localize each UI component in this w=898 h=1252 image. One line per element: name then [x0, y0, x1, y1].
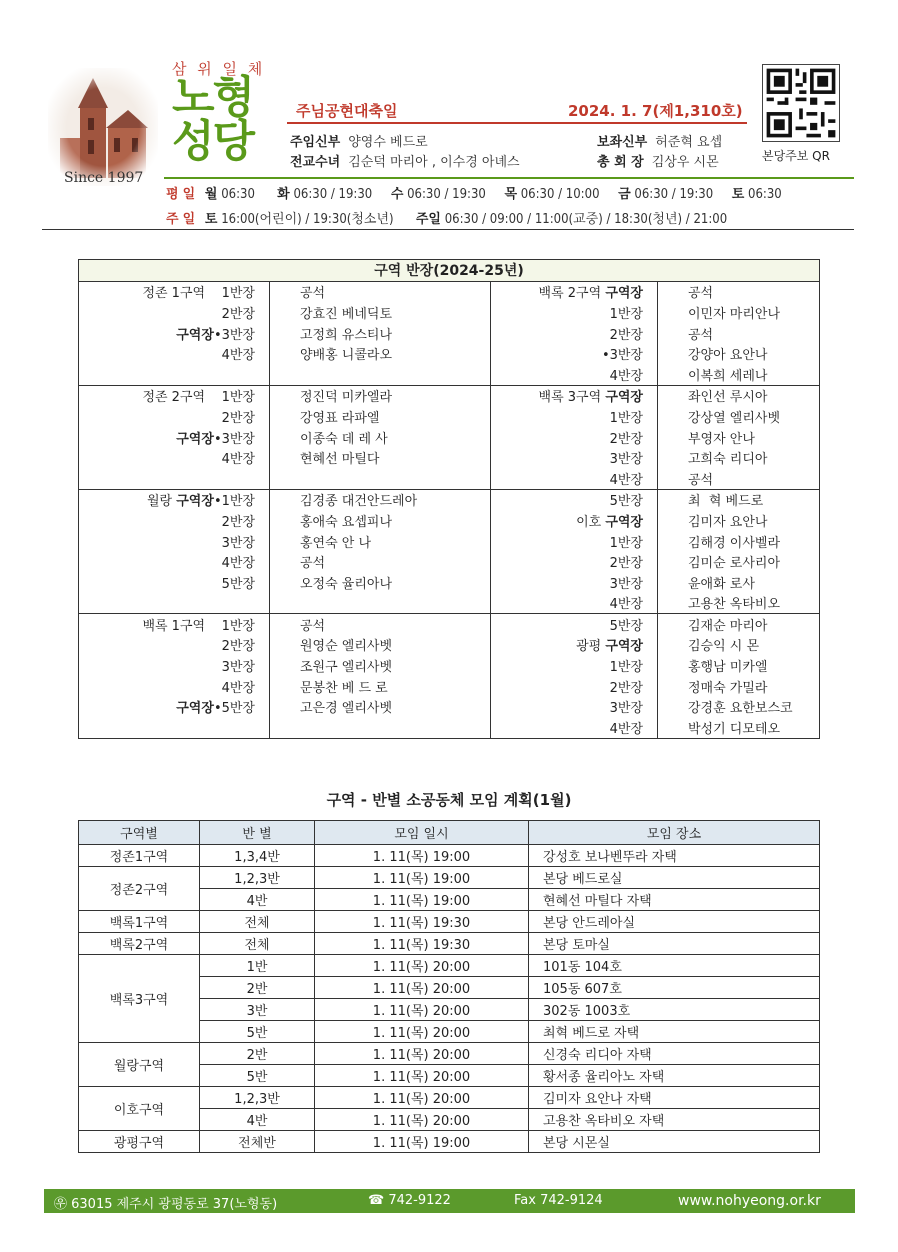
leader-district-position: 3반장 — [79, 655, 270, 676]
leader-district-position: 4반장 — [79, 447, 270, 468]
leader-name-left: 고정희 유스티나 — [270, 323, 491, 344]
leader-district-position-right: 3반장 — [491, 572, 658, 593]
leader-row — [79, 281, 820, 302]
leader-name-right: 최 혁 베드로 — [658, 489, 820, 510]
district-leaders-table — [78, 259, 820, 739]
leader-name-right: 고용찬 옥타비오 — [658, 593, 820, 614]
leader-name-right: 공석 — [658, 468, 820, 489]
leader-district-position: 4반장 — [79, 676, 270, 697]
meeting-group: 전체 — [200, 933, 315, 955]
leader-name-right: 강양아 요안나 — [658, 343, 820, 364]
staff-assistant: 보좌신부 허준혁 요셉 — [597, 135, 723, 150]
since-year: Since 1997 — [64, 170, 144, 186]
leader-district-position — [79, 717, 270, 738]
meeting-datetime: 1. 11(목) 19:00 — [315, 867, 529, 889]
staff-pastor: 주임신부 양영수 베드로 — [290, 135, 428, 150]
meeting-plan-table — [78, 820, 820, 1153]
leader-name-left: 홍애숙 요셉피나 — [270, 510, 491, 531]
weekday-mass-times: 평 일 월 06:30 화 06:30 / 19:30 수 06:30 / 19:30 목 06:30 / 10:00 금 06:30 / 19:30 토 06:30 — [166, 187, 782, 202]
meeting-place: 강성호 보나벤뚜라 자택 — [529, 845, 820, 867]
col-header-place: 모임 장소 — [529, 821, 820, 845]
leader-name-left: 강영표 라파엘 — [270, 406, 491, 427]
leader-district-position-right: 5반장 — [491, 489, 658, 510]
meeting-row — [79, 933, 820, 955]
leader-district-position-right: 5반장 — [491, 614, 658, 635]
leader-row — [79, 551, 820, 572]
leader-district-position-right: 2반장 — [491, 427, 658, 448]
sunday-mass-times: 주 일 토 16:00(어린이) / 19:30(청소년) 주일 06:30 / 09:00 / 11:00(교중) / 18:30(청년) / 21:00 — [166, 212, 728, 227]
meeting-row — [79, 1131, 820, 1153]
leader-district-position-right: 4반장 — [491, 593, 658, 614]
meeting-row — [79, 845, 820, 867]
leader-row — [79, 614, 820, 635]
leader-district-position-right: 4반장 — [491, 468, 658, 489]
meeting-group: 전체 — [200, 911, 315, 933]
leader-district-position: 4반장 — [79, 551, 270, 572]
leader-district-position: 정존 2구역 1반장 — [79, 385, 270, 406]
leader-name-left: 강효진 베네딕토 — [270, 302, 491, 323]
leader-name-left: 조원구 엘리사벳 — [270, 655, 491, 676]
footer-address: ㉾ 63015 제주시 광평동로 37(노형동) — [54, 1197, 278, 1212]
leader-name-left: 공석 — [270, 614, 491, 635]
meeting-place: 신경숙 리디아 자택 — [529, 1043, 820, 1065]
leader-name-right: 이복희 세레나 — [658, 364, 820, 385]
meeting-group: 4반 — [200, 1109, 315, 1131]
meeting-district: 정존2구역 — [79, 867, 200, 911]
leader-district-position: 구역장•5반장 — [79, 696, 270, 717]
header-bottom-rule — [42, 229, 854, 230]
leader-district-position-right: •3반장 — [491, 343, 658, 364]
meeting-place: 본당 토마실 — [529, 933, 820, 955]
leader-name-left — [270, 717, 491, 738]
leader-district-position: 3반장 — [79, 531, 270, 552]
leader-row — [79, 676, 820, 697]
leader-name-right: 윤애화 로사 — [658, 572, 820, 593]
leader-name-right: 강상열 엘리사벳 — [658, 406, 820, 427]
leader-district-position: 2반장 — [79, 302, 270, 323]
leader-row — [79, 593, 820, 614]
leader-district-position-right: 2반장 — [491, 551, 658, 572]
meeting-group: 1,2,3반 — [200, 1087, 315, 1109]
leader-district-position: 2반장 — [79, 510, 270, 531]
leader-district-position-right: 1반장 — [491, 531, 658, 552]
leader-district-position: 5반장 — [79, 572, 270, 593]
leader-name-left: 김경종 대건안드레아 — [270, 489, 491, 510]
meeting-place: 302동 1003호 — [529, 999, 820, 1021]
leader-name-right: 김미순 로사리아 — [658, 551, 820, 572]
meeting-place: 최혁 베드로 자택 — [529, 1021, 820, 1043]
meeting-datetime: 1. 11(목) 19:00 — [315, 1131, 529, 1153]
meeting-datetime: 1. 11(목) 19:30 — [315, 911, 529, 933]
leader-district-position-right: 1반장 — [491, 655, 658, 676]
leader-row — [79, 510, 820, 531]
sunday-label: 주 일 — [166, 212, 196, 227]
meeting-place: 본당 베드로실 — [529, 867, 820, 889]
meeting-district: 백록2구역 — [79, 933, 200, 955]
leader-name-right: 김해경 이사벨라 — [658, 531, 820, 552]
meeting-datetime: 1. 11(목) 20:00 — [315, 999, 529, 1021]
leader-name-right: 부영자 안나 — [658, 427, 820, 448]
leader-name-right: 홍행남 미카엘 — [658, 655, 820, 676]
meeting-row — [79, 911, 820, 933]
col-header-district: 구역별 — [79, 821, 200, 845]
leader-row — [79, 447, 820, 468]
leader-district-position: 2반장 — [79, 635, 270, 656]
leader-name-left: 현혜선 마틸다 — [270, 447, 491, 468]
leader-name-right: 공석 — [658, 323, 820, 344]
leader-name-left: 원영순 엘리사벳 — [270, 635, 491, 656]
leader-row — [79, 385, 820, 406]
leader-name-right: 김승익 시 몬 — [658, 635, 820, 656]
meeting-place: 본당 안드레아실 — [529, 911, 820, 933]
leader-district-position — [79, 364, 270, 385]
meeting-district: 월랑구역 — [79, 1043, 200, 1087]
leader-district-position-right: 이호 구역장 — [491, 510, 658, 531]
leader-name-right: 좌인선 루시아 — [658, 385, 820, 406]
leader-row — [79, 427, 820, 448]
leader-name-right: 고희숙 리디아 — [658, 447, 820, 468]
header-divider — [164, 177, 854, 179]
leader-district-position-right: 2반장 — [491, 676, 658, 697]
leader-district-position: 월랑 구역장•1반장 — [79, 489, 270, 510]
meeting-group: 4반 — [200, 889, 315, 911]
leader-district-position-right: 백록 2구역 구역장 — [491, 281, 658, 302]
meeting-group: 전체반 — [200, 1131, 315, 1153]
qr-code-icon[interactable] — [762, 64, 840, 142]
leader-row — [79, 323, 820, 344]
leader-name-right: 박성기 디모테오 — [658, 717, 820, 738]
leader-district-position-right: 1반장 — [491, 302, 658, 323]
meeting-place: 101동 104호 — [529, 955, 820, 977]
meeting-datetime: 1. 11(목) 20:00 — [315, 1043, 529, 1065]
meeting-place: 김미자 요안나 자택 — [529, 1087, 820, 1109]
leader-row — [79, 635, 820, 656]
leader-district-position-right: 2반장 — [491, 323, 658, 344]
leader-name-left: 문봉찬 베 드 로 — [270, 676, 491, 697]
leader-name-right: 김미자 요안나 — [658, 510, 820, 531]
leader-district-position-right: 3반장 — [491, 696, 658, 717]
meeting-row — [79, 1043, 820, 1065]
meeting-datetime: 1. 11(목) 20:00 — [315, 1109, 529, 1131]
meeting-group: 5반 — [200, 1021, 315, 1043]
meeting-row — [79, 1087, 820, 1109]
staff-president: 총 회 장 김상우 시몬 — [597, 155, 719, 170]
footer-phone: ☎ 742-9122 — [368, 1193, 451, 1208]
leader-district-position: 2반장 — [79, 406, 270, 427]
leader-row — [79, 696, 820, 717]
leader-name-left: 정진덕 미카엘라 — [270, 385, 491, 406]
staff-sisters: 전교수녀 김순덕 마리아 , 이수경 아녜스 — [290, 155, 520, 170]
logo-line-1: 노형 — [172, 72, 254, 123]
leader-district-position-right: 4반장 — [491, 364, 658, 385]
meeting-row — [79, 867, 820, 889]
leader-name-left: 양배홍 니콜라오 — [270, 343, 491, 364]
leader-district-position — [79, 593, 270, 614]
meeting-datetime: 1. 11(목) 19:00 — [315, 845, 529, 867]
leader-row — [79, 364, 820, 385]
meeting-datetime: 1. 11(목) 19:00 — [315, 889, 529, 911]
leader-name-right: 이민자 마리안나 — [658, 302, 820, 323]
leader-name-left — [270, 593, 491, 614]
logo-line-2: 성당 — [172, 116, 254, 167]
leader-name-right: 김재순 마리아 — [658, 614, 820, 635]
leader-district-position: 정존 1구역 1반장 — [79, 281, 270, 302]
meeting-plan-title: 구역 - 반별 소공동체 모임 계획(1월) — [326, 791, 572, 809]
meeting-row — [79, 955, 820, 977]
leader-row — [79, 302, 820, 323]
meeting-group: 1,2,3반 — [200, 867, 315, 889]
col-header-datetime: 모임 일시 — [315, 821, 529, 845]
leader-district-position: 구역장•3반장 — [79, 323, 270, 344]
leader-name-left — [270, 468, 491, 489]
leader-name-left: 고은경 엘리사벳 — [270, 696, 491, 717]
leader-district-position: 백록 1구역 1반장 — [79, 614, 270, 635]
meeting-datetime: 1. 11(목) 20:00 — [315, 1021, 529, 1043]
leader-row — [79, 489, 820, 510]
leader-name-right: 공석 — [658, 281, 820, 302]
feast-title: 주님공현대축일 — [296, 102, 398, 120]
meeting-place: 황서종 율리아노 자택 — [529, 1065, 820, 1087]
leader-row — [79, 468, 820, 489]
footer-fax: Fax 742-9124 — [514, 1193, 603, 1208]
leader-district-position-right: 4반장 — [491, 717, 658, 738]
leader-name-left: 홍연숙 안 나 — [270, 531, 491, 552]
church-building-image — [48, 68, 158, 186]
meeting-place: 105동 607호 — [529, 977, 820, 999]
meeting-group: 2반 — [200, 1043, 315, 1065]
meeting-group: 1,3,4반 — [200, 845, 315, 867]
meeting-group: 5반 — [200, 1065, 315, 1087]
leaders-table-title: 구역 반장(2024-25년) — [79, 260, 820, 282]
leader-row — [79, 572, 820, 593]
footer-website-link[interactable]: www.nohyeong.or.kr — [678, 1193, 821, 1209]
meeting-district: 백록1구역 — [79, 911, 200, 933]
leader-name-left: 오정숙 율리아나 — [270, 572, 491, 593]
col-header-group: 반 별 — [200, 821, 315, 845]
leader-name-left: 공석 — [270, 281, 491, 302]
leader-row — [79, 406, 820, 427]
meeting-datetime: 1. 11(목) 20:00 — [315, 1087, 529, 1109]
leader-district-position-right: 광평 구역장 — [491, 635, 658, 656]
meeting-district: 백록3구역 — [79, 955, 200, 1043]
leader-district-position-right: 3반장 — [491, 447, 658, 468]
footer-bar — [44, 1189, 855, 1213]
leader-district-position: 구역장•3반장 — [79, 427, 270, 448]
slogan: 삼 위 일 체 — [172, 60, 266, 78]
meeting-place: 본당 시몬실 — [529, 1131, 820, 1153]
leader-district-position: 4반장 — [79, 343, 270, 364]
leader-district-position — [79, 468, 270, 489]
leader-district-position-right: 백록 3구역 구역장 — [491, 385, 658, 406]
meeting-datetime: 1. 11(목) 20:00 — [315, 1065, 529, 1087]
leader-row — [79, 531, 820, 552]
meeting-district: 이호구역 — [79, 1087, 200, 1131]
leader-name-right: 정매숙 가밀라 — [658, 676, 820, 697]
leader-name-right: 강경훈 요한보스코 — [658, 696, 820, 717]
header-underline — [287, 122, 747, 124]
leader-name-left: 이종숙 데 레 사 — [270, 427, 491, 448]
meeting-group: 3반 — [200, 999, 315, 1021]
meeting-datetime: 1. 11(목) 20:00 — [315, 955, 529, 977]
meeting-group: 2반 — [200, 977, 315, 999]
meeting-datetime: 1. 11(목) 19:30 — [315, 933, 529, 955]
leader-district-position-right: 1반장 — [491, 406, 658, 427]
meeting-place: 현혜선 마틸다 자택 — [529, 889, 820, 911]
leader-row — [79, 343, 820, 364]
meeting-district: 정존1구역 — [79, 845, 200, 867]
qr-label: 본당주보 QR — [762, 149, 830, 163]
leader-name-left: 공석 — [270, 551, 491, 572]
issue-number: 2024. 1. 7(제1,310호) — [568, 102, 743, 120]
leader-name-left — [270, 364, 491, 385]
meeting-group: 1반 — [200, 955, 315, 977]
meeting-district: 광평구역 — [79, 1131, 200, 1153]
leader-row — [79, 717, 820, 738]
meeting-datetime: 1. 11(목) 20:00 — [315, 977, 529, 999]
weekday-label: 평 일 — [166, 187, 196, 202]
meeting-place: 고용찬 옥타비오 자택 — [529, 1109, 820, 1131]
leader-row — [79, 655, 820, 676]
